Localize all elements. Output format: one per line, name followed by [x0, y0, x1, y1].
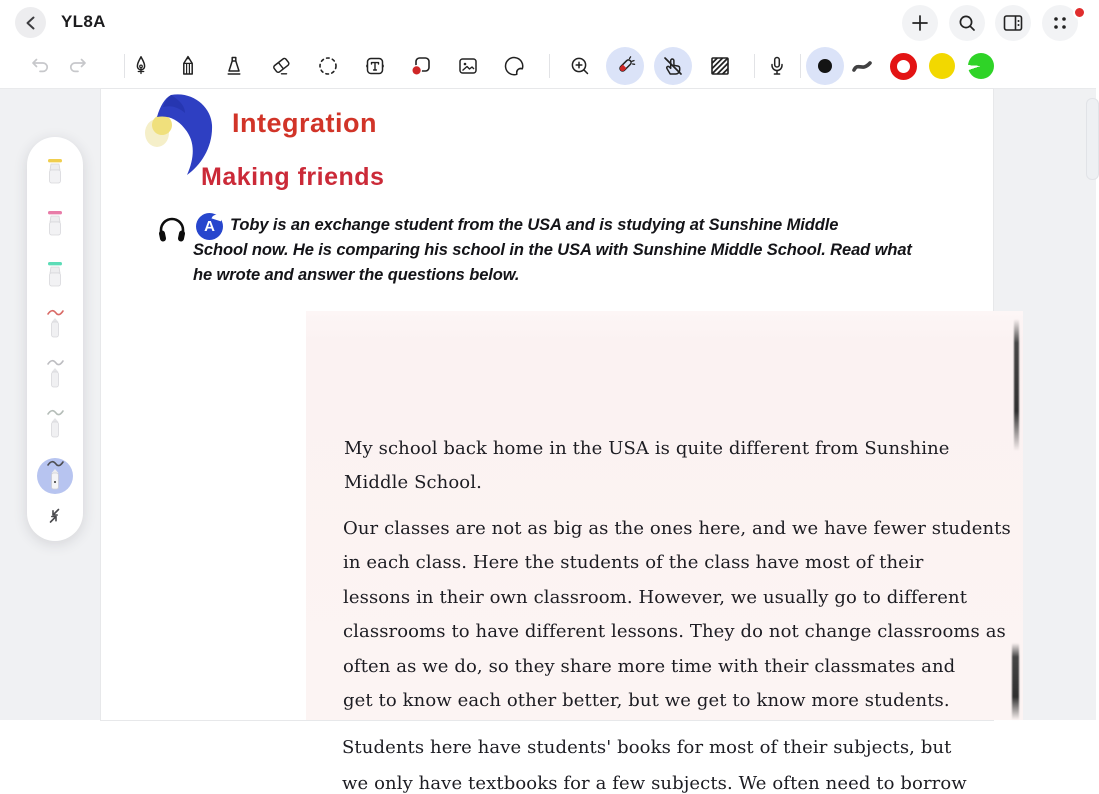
eraser-icon	[269, 54, 293, 78]
fountain-pen-icon	[129, 54, 153, 78]
content-area	[0, 89, 1096, 794]
color-green-swatch[interactable]	[968, 53, 994, 79]
toolbar-divider	[754, 54, 755, 78]
pen-gray-icon	[42, 408, 68, 440]
activity-a-badge	[196, 213, 223, 240]
passage-line: in each class. Here the students of the class have most of their	[343, 552, 924, 573]
image-icon	[456, 54, 480, 78]
toolbar-divider	[549, 54, 550, 78]
lesson-title: Making friends	[201, 163, 385, 191]
document-page[interactable]	[101, 89, 1011, 794]
shapes-tool[interactable]	[402, 47, 440, 85]
highlighter-pink-icon	[42, 208, 68, 238]
passage-line: often as we do, so they share more time with their classmates and	[343, 656, 956, 677]
sticker-icon	[502, 54, 526, 78]
brush-stroke-icon	[849, 53, 875, 79]
magnifier-plus-icon	[568, 54, 592, 78]
pen-palette	[27, 137, 83, 541]
intro-line: Toby is an exchange student from the USA and is studying at Sunshine Middle	[230, 216, 839, 234]
highlighter-icon	[222, 54, 246, 78]
palette-pen-black-selected[interactable]	[37, 458, 73, 494]
pencil-icon	[176, 54, 200, 78]
pencil-tool[interactable]	[169, 47, 207, 85]
hatch-pattern-icon	[708, 54, 732, 78]
microphone-tool[interactable]	[758, 47, 796, 85]
image-tool[interactable]	[449, 47, 487, 85]
pen-gray-icon	[42, 358, 68, 390]
passage-line: My school back home in the USA is quite different from Sunshine	[344, 438, 950, 459]
pen-black-icon	[42, 460, 68, 492]
passage-line: Students here have students' books for most of their subjects, but	[342, 737, 952, 758]
palette-highlighter-teal[interactable]	[37, 256, 73, 292]
page-layout-button[interactable]	[995, 5, 1031, 41]
search-icon	[957, 13, 977, 33]
scan-spine-shadow	[1012, 643, 1019, 720]
passage-line: Middle School.	[344, 472, 482, 493]
zoom-in-tool[interactable]	[561, 47, 599, 85]
shapes-icon	[409, 54, 433, 78]
color-red-swatch[interactable]	[890, 53, 917, 80]
intro-line: he wrote and answer the questions below.	[193, 266, 520, 284]
notification-badge	[1073, 6, 1086, 19]
document-title: YL8A	[61, 12, 106, 31]
palette-collapse-button[interactable]	[37, 495, 73, 531]
palette-pen-gray-2[interactable]	[37, 406, 73, 442]
four-dots-menu-icon	[1050, 13, 1070, 33]
passage-line: get to know each other better, but we get to know more students.	[343, 690, 950, 711]
palette-pen-red[interactable]	[37, 306, 73, 342]
sticker-tool[interactable]	[495, 47, 533, 85]
touch-disable-tool[interactable]	[654, 47, 692, 85]
lasso-tool[interactable]	[309, 47, 347, 85]
activity-label: A	[204, 218, 215, 235]
color-yellow-swatch[interactable]	[929, 53, 955, 79]
passage-line: Our classes are not as big as the ones here, and we have fewer students	[343, 518, 1011, 539]
palette-highlighter-yellow[interactable]	[37, 153, 73, 189]
headphones-icon	[153, 209, 191, 247]
laser-pointer-icon	[612, 53, 638, 79]
add-page-button[interactable]	[902, 5, 938, 41]
text-tool[interactable]	[356, 47, 394, 85]
passage-line: lessons in their own classroom. However, we usually go to different	[343, 587, 968, 608]
eraser-tool[interactable]	[262, 47, 300, 85]
passage-line: classrooms to have different lessons. They do not change classrooms as	[343, 621, 1006, 642]
plus-icon	[910, 13, 930, 33]
passage-line: we only have textbooks for a few subjects. We often need to borrow	[342, 773, 967, 794]
unit-title: Integration	[232, 108, 377, 138]
fountain-pen-tool[interactable]	[122, 47, 160, 85]
color-black-swatch-selected[interactable]	[806, 47, 844, 85]
highlighter-tool[interactable]	[215, 47, 253, 85]
toolbar-divider	[800, 54, 801, 78]
palette-highlighter-pink[interactable]	[37, 205, 73, 241]
palette-pen-gray[interactable]	[37, 356, 73, 392]
tools-toolbar	[0, 44, 1096, 89]
laser-pointer-tool[interactable]	[606, 47, 644, 85]
microphone-icon	[765, 54, 789, 78]
scanned-passage-image	[306, 311, 1023, 794]
chevron-left-icon	[23, 15, 39, 31]
text-tool-icon	[363, 54, 387, 78]
layout-panel-icon	[1002, 13, 1024, 33]
back-button[interactable]	[15, 7, 46, 38]
collapse-arrows-icon	[43, 501, 67, 525]
hand-disabled-icon	[660, 53, 686, 79]
scan-spine-shadow	[1014, 319, 1019, 451]
redo-button[interactable]	[59, 47, 97, 85]
highlighter-yellow-icon	[42, 156, 68, 186]
highlighter-teal-icon	[42, 259, 68, 289]
undo-button[interactable]	[21, 47, 59, 85]
search-button[interactable]	[949, 5, 985, 41]
vertical-scrollbar[interactable]	[1086, 98, 1099, 180]
undo-icon	[28, 54, 52, 78]
top-header	[0, 0, 1096, 45]
pen-red-icon	[42, 308, 68, 340]
lasso-icon	[316, 54, 340, 78]
redo-icon	[66, 54, 90, 78]
stroke-style-preview[interactable]	[843, 47, 881, 85]
pattern-fill-tool[interactable]	[701, 47, 739, 85]
intro-line: School now. He is comparing his school in the USA with Sunshine Middle School. Read what	[193, 241, 912, 259]
